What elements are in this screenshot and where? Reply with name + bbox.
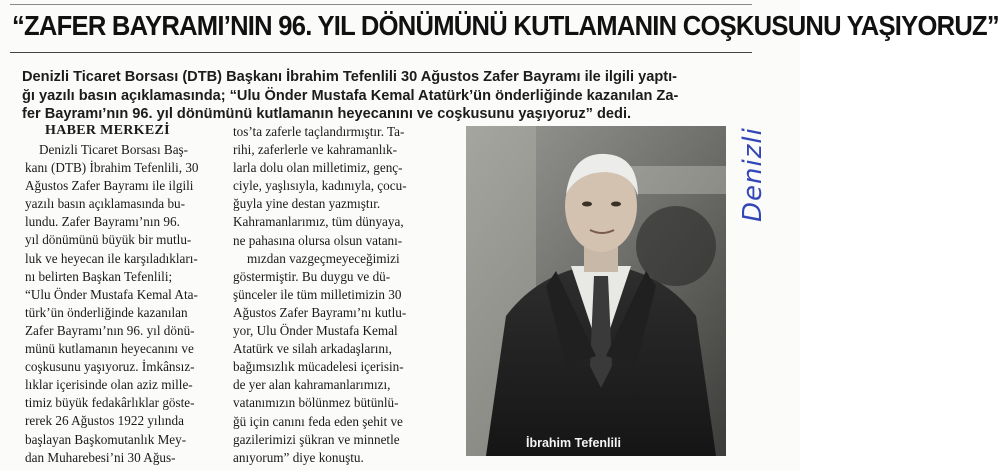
lead-line: ğı yazılı basın açıklamasında; “Ulu Önder Mustafa Kemal Atatürk’ün önderliğinde kazanılan Za- — [22, 87, 679, 104]
photo-caption: İbrahim Tefenlili — [526, 436, 621, 450]
column-line: “Ulu Önder Mustafa Kemal Ata- — [25, 286, 198, 302]
column-line: de yer alan kahramanlarımızı, — [233, 377, 391, 393]
headline-rule — [10, 52, 752, 53]
column-line: yıl dönümünü büyük bir mutlu- — [25, 232, 192, 248]
column-line: şünceler ile tüm milletimizin 30 — [233, 286, 402, 302]
column-line: lıklar içerisinde olan aziz mille- — [25, 377, 193, 393]
portrait-photo — [466, 126, 726, 456]
column-line: Zafer Bayramı’nın 96. yıl dönü- — [25, 322, 195, 338]
column-line: rihi, zaferlerle ve kahramanlık- — [233, 142, 398, 158]
column-line: gazilerimizi şükran ve minnetle — [233, 431, 400, 447]
column-line: münü kutlamanın heyecanını ve — [25, 341, 194, 357]
column-line: Ağustos Zafer Bayramı ile ilgili — [25, 178, 194, 194]
article-column-2 — [233, 123, 448, 467]
column-line: Atatürk ve silah arkadaşlarını, — [233, 341, 392, 357]
column-line: başlayan Başkomutanlık Mey- — [25, 431, 187, 447]
column-line: Denizli Ticaret Borsası Baş- — [39, 142, 189, 157]
column-line: ğuyla yine destan yazmıştır. — [233, 196, 381, 212]
column-line: yor, Ulu Önder Mustafa Kemal — [233, 323, 398, 339]
column-line: yazılı basın açıklamasında bu- — [25, 196, 186, 212]
article-column-1 — [25, 141, 225, 467]
column-line: mızdan vazgeçmeyeceğimizi — [247, 250, 400, 266]
column-line: lundu. Zafer Bayramı’nın 96. — [25, 214, 180, 230]
column-line: coşkusunu yaşıyoruz. İmkânsız- — [25, 359, 195, 375]
column-line: ğü için canını feda eden şehit ve — [233, 413, 403, 429]
column-line: luk ve heyecan ile karşıladıkları- — [25, 250, 198, 266]
column-line: rerek 26 Ağustos 1922 yılında — [25, 413, 184, 429]
column-line: timiz büyük fedakârlıklar göste- — [25, 395, 195, 411]
column-line: göstermiştir. Bu duygu ve dü- — [233, 268, 391, 284]
column-line: Kahramanlarımız, tüm dünyaya, — [233, 214, 404, 230]
column-line: tos’ta zaferle taçlandırmıştır. Ta- — [233, 124, 405, 139]
column-line: bağımsızlık mücadelesi içerisin- — [233, 359, 404, 375]
headline: “ZAFER BAYRAMI’NIN 96. YIL DÖNÜMÜNÜ KUTLAMANIN COŞKUSUNU YAŞIYORUZ” — [12, 10, 999, 41]
column-line: türk’ün önderliğinde kazanılan — [25, 304, 188, 320]
column-line: nı belirten Başkan Tefenlili; — [25, 268, 173, 284]
top-rule — [10, 4, 752, 5]
byline: HABER MERKEZİ — [45, 123, 170, 138]
column-line: anıyorum” diye konuştu. — [233, 449, 364, 465]
column-line: Ağustos Zafer Bayramı’nı kutlu- — [233, 304, 407, 320]
column-line: dan Muharebesi’ni 30 Ağus- — [25, 449, 176, 465]
portrait-illustration — [466, 126, 726, 456]
column-line: vatanımızın bölünmez bütünlü- — [233, 395, 399, 411]
lead-line: fer Bayramı’nın 96. yıl dönümünü kutlamanın heyecanını ve coşkusunu yaşıyoruz” dedi. — [22, 106, 632, 122]
column-line: ne pahasına olursa olsun vatanı- — [233, 232, 403, 248]
column-line: kanı (DTB) İbrahim Tefenlili, 30 — [25, 160, 199, 176]
column-line: larla dolu olan milletimiz, genç- — [233, 160, 403, 176]
column-line: ciyle, yaşlısıyla, kadınıyla, çocu- — [233, 178, 407, 194]
lead-paragraph — [22, 68, 744, 124]
handwritten-note: Denizli — [738, 127, 768, 222]
lead-line: Denizli Ticaret Borsası (DTB) Başkanı İbrahim Tefenlili 30 Ağustos Zafer Bayramı ile ilgili yaptı- — [22, 69, 678, 85]
